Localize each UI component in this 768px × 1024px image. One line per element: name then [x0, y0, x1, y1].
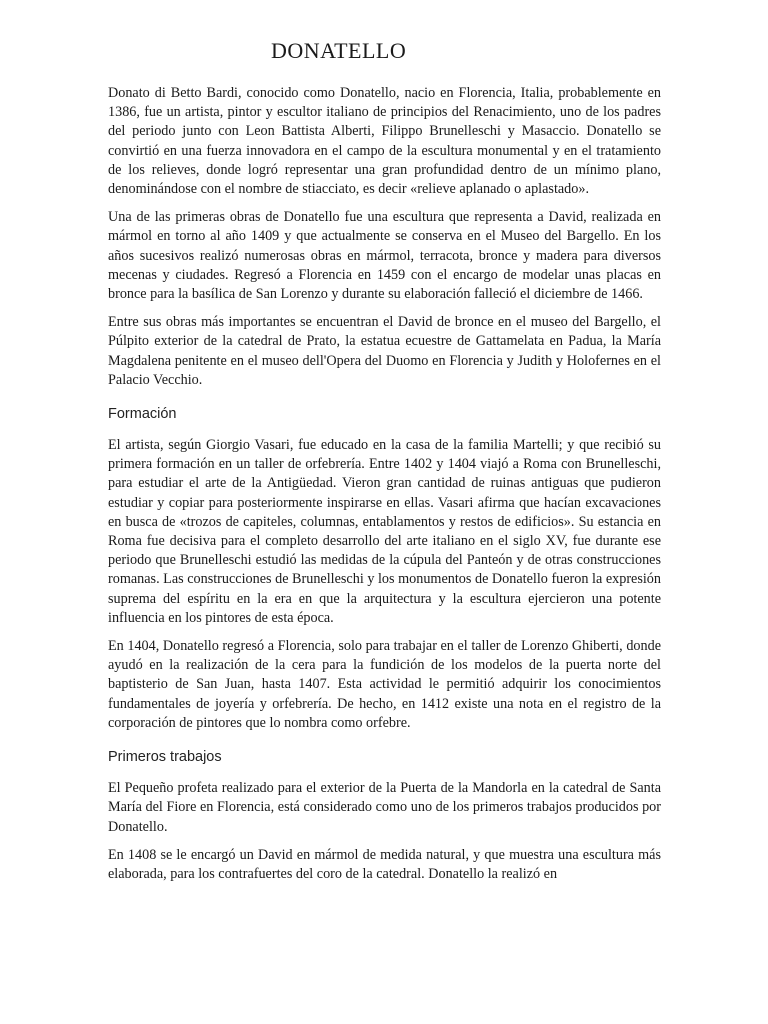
paragraph-intro-1: Donato di Betto Bardi, conocido como Donatello, nacio en Florencia, Italia, probablemente en 1386, fue un artista, pintor y escultor italiano de principios del Renacimiento, uno de los padres del periodo junto con Leon Battista Alberti, Filippo Brunelleschi y Masaccio. Donatello se convirtió en una fuerza innovadora en el campo de la escultura monumental y en el tratamiento de los relieves, donde logró representar una gran profundidad dentro de un mínimo plano, denominándose con el nombre de stiacciato, es decir «relieve aplanado o aplastado».	[108, 85, 661, 198]
paragraph-primeros-1: El Pequeño profeta realizado para el exterior de la Puerta de la Mandorla en la catedral de Santa María del Fiore en Florencia, está considerado como uno de los primeros trabajos producidos por Donatello.	[108, 780, 661, 835]
paragraph-intro-3: Entre sus obras más importantes se encuentran el David de bronce en el museo del Bargello, el Púlpito exterior de la catedral de Prato, la estatua ecuestre de Gattamelata en Padua, la María Magdalena penitente en el museo dell'Opera del Duomo en Florencia y Judith y Holofernes en el Palacio Vecchio.	[108, 314, 661, 388]
paragraph-formacion-1: El artista, según Giorgio Vasari, fue educado en la casa de la familia Martelli; y que recibió su primera formación en un taller de orfebrería. Entre 1402 y 1404 viajó a Roma con Brunelleschi, para estudiar el arte de la Antigüedad. Vieron gran cantidad de ruinas antiguas que pudieron estudiar y copiar para posteriormente inspirarse en ellas. Vasari afirma que hacían excavaciones en busca de «trozos de capiteles, columnas, entablamentos y restos de edificios». Su estancia en Roma fue decisiva para el completo desarrollo del arte italiano en el siglo XV, fue durante ese periodo que Brunelleschi estudió las medidas de la cúpula del Panteón y de otras construcciones romanas. Las construcciones de Brunelleschi y los monumentos de Donatello fueron la expresión suprema del espíritu en la era en que la arquitectura y la escultura ejercieron una potente influencia en los pintores de esta época.	[108, 437, 661, 626]
document-page	[108, 36, 661, 893]
paragraph-primeros-2: En 1408 se le encargó un David en mármol de medida natural, y que muestra una escultura más elaborada, para los contrafuertes del coro de la catedral. Donatello la realizó en	[108, 846, 661, 882]
document-title: DONATELLO	[271, 38, 407, 63]
paragraph-formacion-2: En 1404, Donatello regresó a Florencia, solo para trabajar en el taller de Lorenzo Ghiberti, donde ayudó en la realización de la cera para la fundición de los modelos de la puerta norte del baptisterio de San Juan, hasta 1407. Esta actividad le permitió adquirir los conocimientos fundamentales de joyería y orfebrería. De hecho, en 1412 existe una nota en el registro de la corporación de pintores que lo nombra como orfebre.	[108, 638, 661, 731]
paragraph-intro-2: Una de las primeras obras de Donatello fue una escultura que representa a David, realizada en mármol en torno al año 1409 y que actualmente se conserva en el Museo del Bargello. En los años sucesivos realizó numerosas obras en mármol, terracota, bronce y madera para diversos mecenas y ciudades. Regresó a Florencia en 1459 con el encargo de modelar unas placas en bronce para la basílica de San Lorenzo y durante su elaboración falleció el diciembre de 1466.	[108, 209, 661, 303]
section-heading-primeros-trabajos: Primeros trabajos	[108, 749, 222, 766]
section-heading-formacion: Formación	[108, 406, 177, 423]
